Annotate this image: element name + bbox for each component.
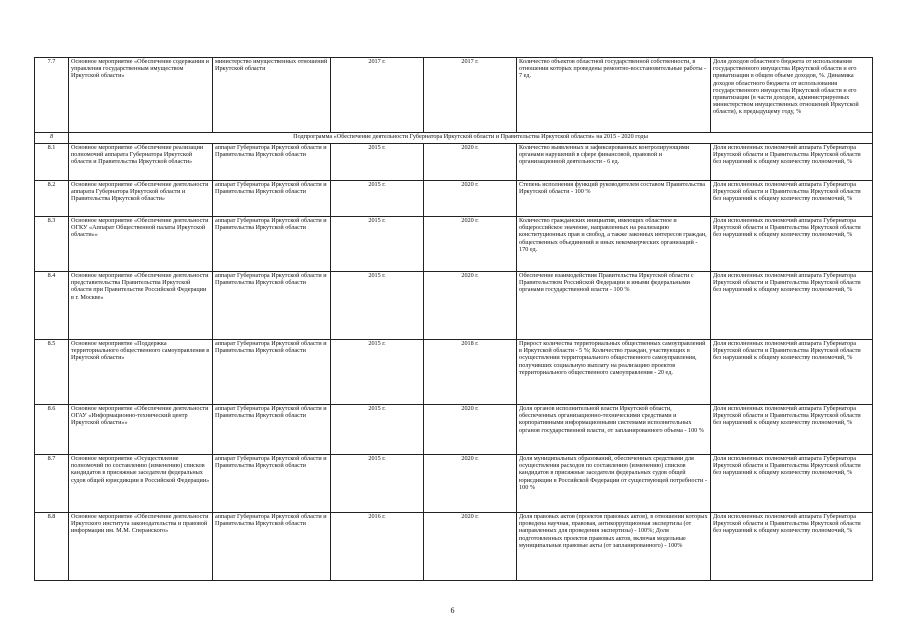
measure-cell: Основное мероприятие «Обеспечение деятельности ОГКУ «Аппарат Общественной палаты Иркутской области»»: [69, 217, 213, 272]
result-cell: Доля органов исполнительной власти Иркутской области, обеспеченных организационно-техническими средствами и корпоративными информационными системами исполнительных органов государственной власти, от запланированного объема - 100 %: [517, 405, 711, 455]
measure-cell: Основное мероприятие «Обеспечение деятельности Иркутского института законодательства и правовой информации им. М.М. Сперанского»: [69, 513, 213, 581]
end-year-cell: 2020 г.: [424, 217, 517, 272]
measure-cell: Основное мероприятие «Обеспечение деятельности аппарата Губернатора Иркутской области и Правительства Иркутской области»: [69, 181, 213, 217]
indicator-cell: Доля исполненных полномочий аппарата Губернатора Иркутской области и Правительства Иркутской области без нарушений к общему количеству полномочий, %: [711, 272, 873, 340]
result-cell: Количество выявленных и зафиксированных контролирующими органами нарушений в сфере финансовой, правовой и организационной деятельности - 6 ед.: [517, 144, 711, 181]
row-number: 8.4: [35, 272, 69, 340]
end-year-cell: 2017 г.: [424, 58, 517, 133]
table-row: [35, 405, 873, 455]
measure-cell: Основное мероприятие «Обеспечение содержания и управления государственным имуществом Иркутской области»: [69, 58, 213, 133]
row-number: 8.7: [35, 455, 69, 513]
result-cell: Доля правовых актов (проектов правовых актов), в отношении которых проведена научная, правовая, антикоррупционная экспертизы (от направленных для проведения экспертизы) - 100%; Доля подготовленных проектов правовых актов, включая модельные муниципальные правовые акты (от запланированного) - 100%: [517, 513, 711, 581]
indicator-cell: Доля исполненных полномочий аппарата Губернатора Иркутской области и Правительства Иркутской области без нарушений к общему количеству полномочий, %: [711, 144, 873, 181]
start-year-cell: 2016 г.: [331, 513, 424, 581]
start-year-cell: 2015 г.: [331, 181, 424, 217]
indicator-cell: Доля исполненных полномочий аппарата Губернатора Иркутской области и Правительства Иркутской области без нарушений к общему количеству полномочий, %: [711, 455, 873, 513]
result-cell: Количество гражданских инициатив, имеющих областное и общероссийское значение, направленных на реализацию конституционных прав и свобод, а также законных интересов граждан, общественных объединений и иных некоммерческих организаций - 170 ед.: [517, 217, 711, 272]
start-year-cell: 2017 г.: [331, 58, 424, 133]
executor-cell: аппарат Губернатора Иркутской области и Правительства Иркутской области: [213, 272, 331, 340]
start-year-cell: 2015 г.: [331, 455, 424, 513]
executor-cell: аппарат Губернатора Иркутской области и Правительства Иркутской области: [213, 513, 331, 581]
table-row: [35, 513, 873, 581]
row-number: 8.3: [35, 217, 69, 272]
result-cell: Прирост количества территориальных общественных самоуправлений в Иркутской области - 5 %; Количество граждан, участвующих в осуществлении территориального общественного самоуправления, получивших социальную выплату на реализацию проектов территориального общественного самоуправления - 20 ед.: [517, 340, 711, 405]
end-year-cell: 2020 г.: [424, 513, 517, 581]
start-year-cell: 2015 г.: [331, 340, 424, 405]
start-year-cell: 2015 г.: [331, 405, 424, 455]
result-cell: Количество объектов областной государственной собственности, в отношении которых проведены ремонтно-восстановительные работы - 7 ед.: [517, 58, 711, 133]
end-year-cell: 2020 г.: [424, 272, 517, 340]
table-row: [35, 181, 873, 217]
executor-cell: аппарат Губернатора Иркутской области и Правительства Иркутской области: [213, 217, 331, 272]
row-number: 7.7: [35, 58, 69, 133]
executor-cell: аппарат Губернатора Иркутской области и Правительства Иркутской области: [213, 455, 331, 513]
table-row: [35, 455, 873, 513]
executor-cell: министерство имущественных отношений Иркутской области: [213, 58, 331, 133]
table-row: [35, 272, 873, 340]
start-year-cell: 2015 г.: [331, 217, 424, 272]
measure-cell: Основное мероприятие «Осуществление полномочий по составлению (изменению) списков кандидатов в присяжные заседатели федеральных судов общей юрисдикции в Российской Федерации»: [69, 455, 213, 513]
subprogram-title: Подпрограмма «Обеспечение деятельности Губернатора Иркутской области и Правительства Иркутской области» на 2015 - 2020 годы: [69, 133, 873, 144]
table-row: [35, 58, 873, 133]
indicator-cell: Доля исполненных полномочий аппарата Губернатора Иркутской области и Правительства Иркутской области без нарушений к общему количеству полномочий, %: [711, 405, 873, 455]
end-year-cell: 2020 г.: [424, 405, 517, 455]
executor-cell: аппарат Губернатора Иркутской области и Правительства Иркутской области: [213, 181, 331, 217]
row-number: 8.8: [35, 513, 69, 581]
program-measures-table: [34, 57, 873, 581]
indicator-cell: Доля исполненных полномочий аппарата Губернатора Иркутской области и Правительства Иркутской области без нарушений к общему количеству полномочий, %: [711, 513, 873, 581]
result-cell: Степень исполнения функций руководителем составом Правительства Иркутской области - 100 %: [517, 181, 711, 217]
start-year-cell: 2015 г.: [331, 144, 424, 181]
end-year-cell: 2020 г.: [424, 181, 517, 217]
page-number: 6: [450, 606, 455, 615]
row-number: 8.6: [35, 405, 69, 455]
indicator-cell: Доля доходов областного бюджета от использования государственного имущества Иркутской области и его приватизации в общем объеме доходов, %. Динамика доходов областного бюджета от использования государственного имущества Иркутской области и его приватизации (в части доходов, администрируемых министерством имущественных отношений Иркутской области), к предыдущему году, %: [711, 58, 873, 133]
executor-cell: аппарат Губернатора Иркутской области и Правительства Иркутской области: [213, 144, 331, 181]
row-number: 8.2: [35, 181, 69, 217]
indicator-cell: Доля исполненных полномочий аппарата Губернатора Иркутской области и Правительства Иркутской области без нарушений к общему количеству полномочий, %: [711, 217, 873, 272]
executor-cell: аппарат Губернатора Иркутской области и Правительства Иркутской области: [213, 405, 331, 455]
row-number: 8.5: [35, 340, 69, 405]
start-year-cell: 2015 г.: [331, 272, 424, 340]
indicator-cell: Доля исполненных полномочий аппарата Губернатора Иркутской области и Правительства Иркутской области без нарушений к общему количеству полномочий, %: [711, 181, 873, 217]
executor-cell: аппарат Губернатора Иркутской области и Правительства Иркутской области: [213, 340, 331, 405]
table-row: [35, 340, 873, 405]
measure-cell: Основное мероприятие «Обеспечение реализации полномочий аппарата Губернатора Иркутской области и Правительства Иркутской области»: [69, 144, 213, 181]
result-cell: Обеспечение взаимодействия Правительства Иркутской области с Правительством Российской Федерации и иными федеральными органами государственной власти - 100 %: [517, 272, 711, 340]
table-row: [35, 144, 873, 181]
measure-cell: Основное мероприятие «Обеспечение деятельности ОГАУ «Информационно-технический центр Иркутской области»»: [69, 405, 213, 455]
subprogram-header-row: [35, 133, 873, 144]
measure-cell: Основное мероприятие «Поддержка территориального общественного самоуправления в Иркутской области»: [69, 340, 213, 405]
table-row: [35, 217, 873, 272]
end-year-cell: 2020 г.: [424, 455, 517, 513]
result-cell: Доля муниципальных образований, обеспеченных средствами для осуществления расходов по составлению (изменению) списков кандидатов в присяжные заседатели федеральных судов общей юрисдикции в Российской Федерации от существующей потребности - 100 %: [517, 455, 711, 513]
measure-cell: Основное мероприятие «Обеспечение деятельности представительства Правительства Иркутской области при Правительстве Российской Федерации в г. Москве»: [69, 272, 213, 340]
subprogram-number: 8: [35, 133, 69, 144]
indicator-cell: Доля исполненных полномочий аппарата Губернатора Иркутской области и Правительства Иркутской области без нарушений к общему количеству полномочий, %: [711, 340, 873, 405]
row-number: 8.1: [35, 144, 69, 181]
end-year-cell: 2020 г.: [424, 144, 517, 181]
end-year-cell: 2018 г.: [424, 340, 517, 405]
